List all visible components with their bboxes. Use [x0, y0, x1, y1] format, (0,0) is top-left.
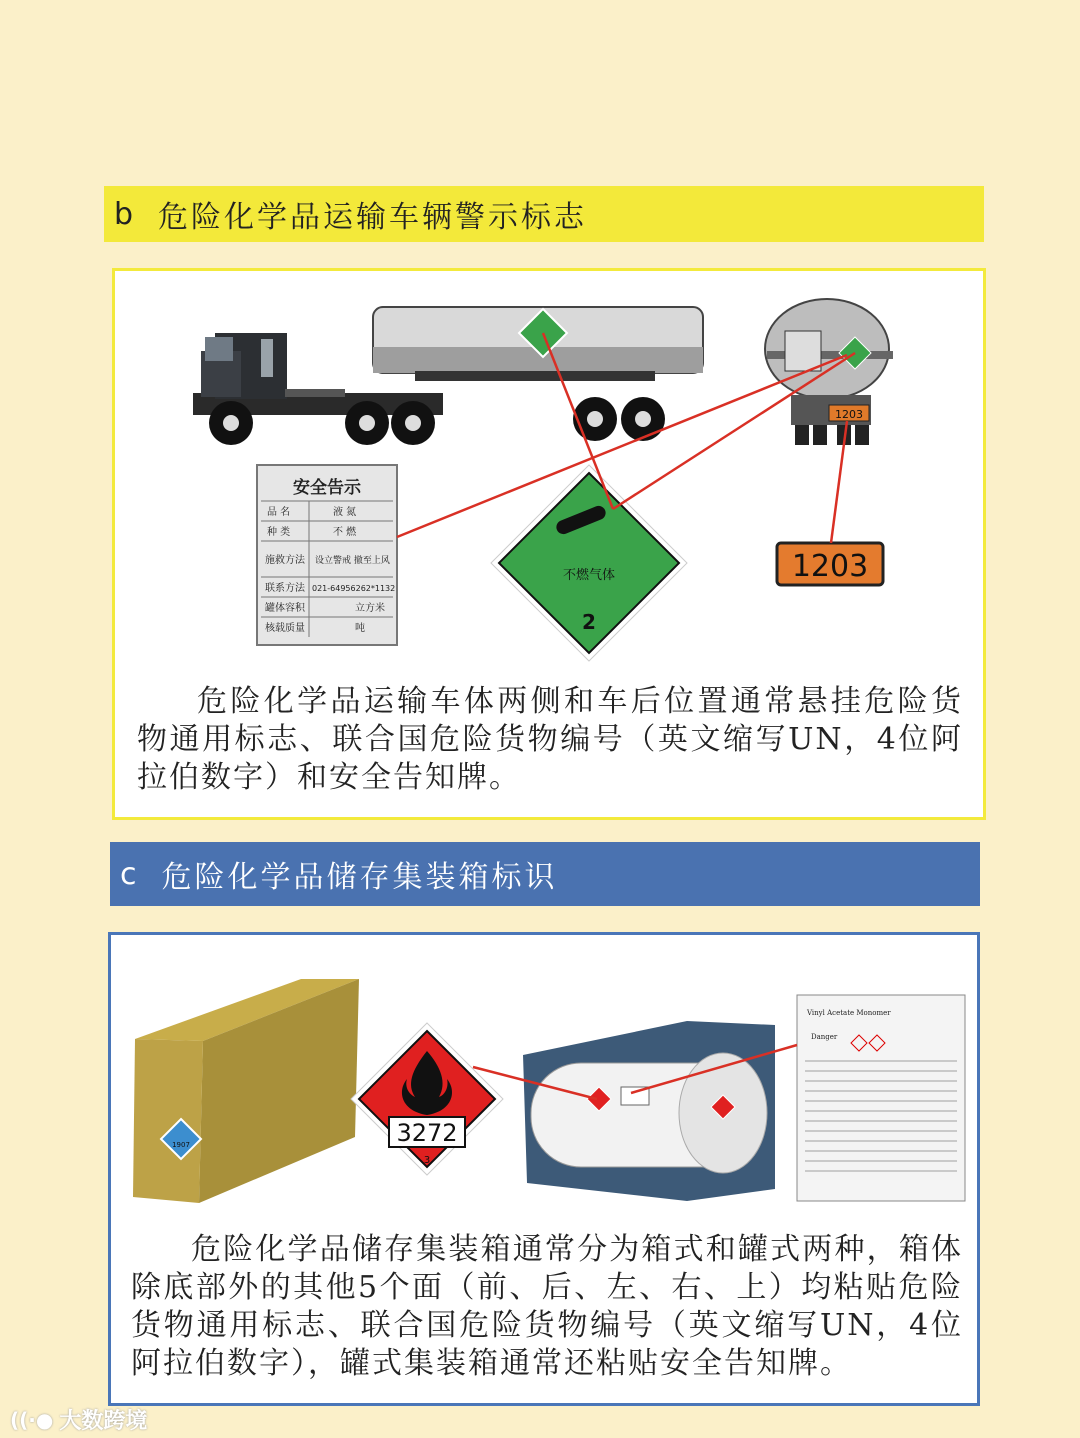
un-number: 1203 [791, 549, 869, 584]
sheet-signal-word: Danger [811, 1033, 838, 1041]
board-row-label: 品 名 [267, 507, 291, 518]
section-b-banner [104, 186, 984, 242]
board-row-value: 021-64956262*1132 [312, 584, 396, 593]
board-row-label: 施救方法 [265, 555, 305, 566]
transport-illustration [115, 271, 983, 671]
board-row-label: 联系方法 [265, 583, 305, 594]
un-number-3272: 3272 [396, 1119, 458, 1147]
rear-un-number: 1203 [835, 408, 863, 421]
section-b-panel [112, 268, 986, 820]
hazard-class-number: 2 [582, 610, 596, 634]
safety-data-sheet [797, 995, 965, 1201]
board-row-label: 核载质量 [265, 623, 305, 634]
board-row-value: 不 燃 [333, 527, 357, 538]
section-b-letter: b [114, 196, 137, 232]
sheet-title: Vinyl Acetate Monomer [807, 1009, 891, 1017]
container-label: 1907 [172, 1141, 190, 1149]
watermark [10, 1404, 147, 1435]
box-container-image [133, 979, 359, 1203]
section-c-banner [110, 842, 980, 906]
tanker-rear-image [765, 299, 893, 445]
tank-container-image [523, 1021, 775, 1201]
section-c-panel [108, 932, 980, 1406]
watermark-logo-icon: ((·● [10, 1407, 54, 1432]
section-c-title: 危险化学品储存集装箱标识 [161, 860, 558, 895]
board-row-label: 种 类 [267, 527, 291, 538]
section-c-paragraph: 危险化学品储存集装箱通常分为箱式和罐式两种，箱体除底部外的其他5个面（前、后、左、右、上）均粘贴危险货物通用标志、联合国危险货物编号（英文缩写UN，4位阿拉伯数字），罐式集装箱通常还粘贴安全告知牌。 [131, 1232, 963, 1381]
safety-notice-board [257, 465, 397, 645]
un-number-plate [777, 543, 883, 585]
safety-board-title: 安全告示 [293, 478, 361, 498]
truck-image [193, 307, 703, 445]
board-row-label: 罐体容积 [265, 603, 305, 614]
board-row-value: 液 氮 [333, 507, 357, 518]
board-row-value: 吨 [355, 623, 365, 634]
watermark-text: 大数跨境 [59, 1409, 148, 1434]
flammable-liquid-sign [351, 1023, 503, 1175]
section-c-letter: c [120, 856, 140, 892]
hazard-class-3: 3 [423, 1155, 431, 1166]
section-b-paragraph: 危险化学品运输车体两侧和车后位置通常悬挂危险货物通用标志、联合国危险货物编号（英文缩写UN，4位阿拉伯数字）和安全告知牌。 [137, 684, 963, 795]
board-row-value: 设立警戒 撤至上风 [315, 556, 390, 566]
hazard-sign-text: 不燃气体 [562, 568, 616, 583]
board-row-value: 立方米 [355, 603, 385, 614]
non-flammable-gas-sign [491, 465, 687, 661]
container-illustration [111, 935, 977, 1225]
section-b-title: 危险化学品运输车辆警示标志 [158, 200, 588, 235]
